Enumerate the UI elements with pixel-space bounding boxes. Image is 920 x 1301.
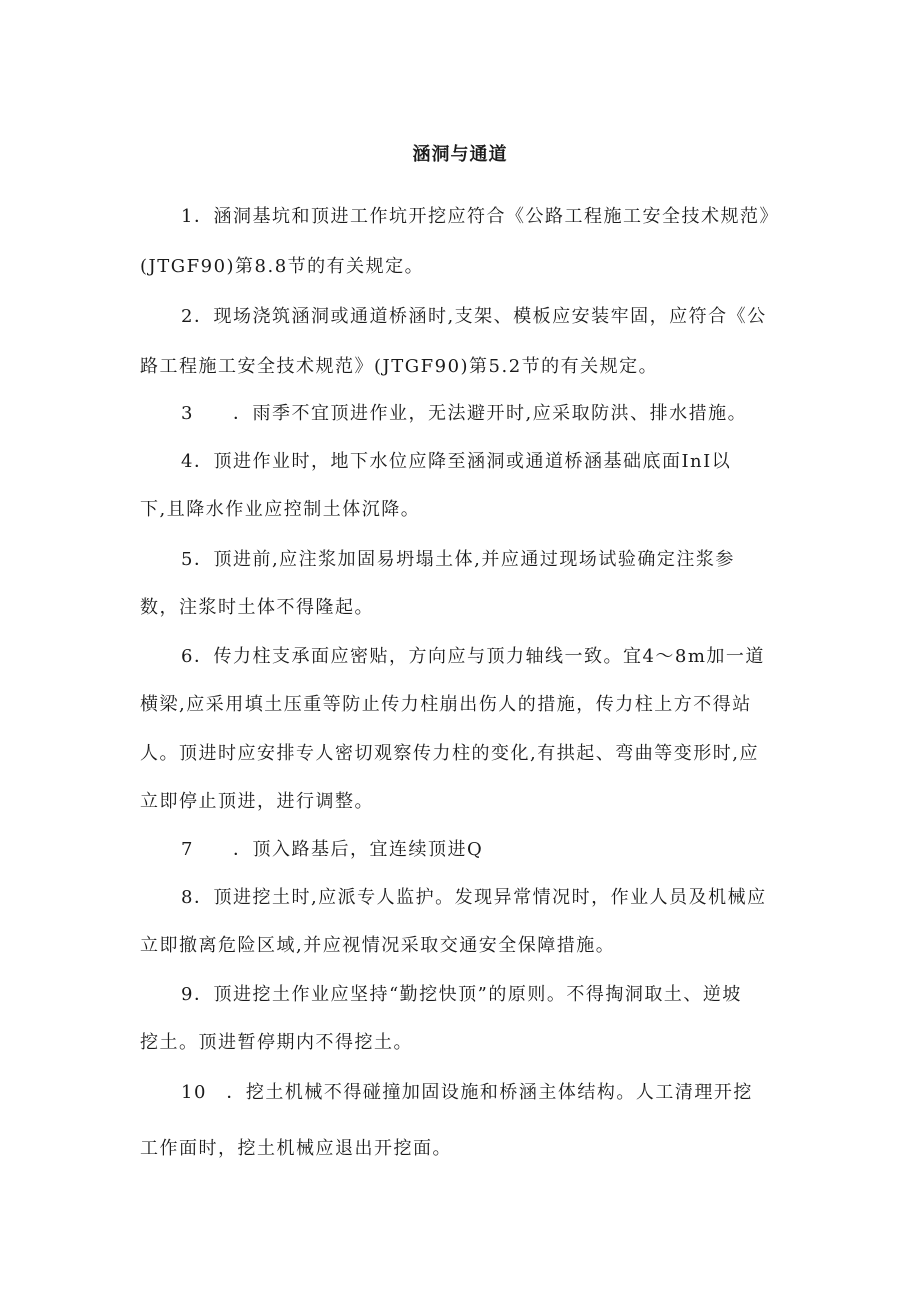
paragraph-1-line-1: 1．涵洞基坑和顶进工作坑开挖应符合《公路工程施工安全技术规范》 [181,206,779,227]
paragraph-5-line-1: 5．顶进前,应注浆加固易坍塌土体,并应通过现场试验确定注浆参 [181,549,735,570]
paragraph-2-line-2: 路工程施工安全技术规范》(JTGF90)第5.2节的有关规定。 [140,356,659,377]
paragraph-7-line-1: 7 ．顶入路基后，宜连续顶进Q [181,839,484,860]
paragraph-5-line-2: 数，注浆时土体不得隆起。 [140,597,374,618]
paragraph-8-line-1: 8．顶进挖土时,应派专人监护。发现异常情况时，作业人员及机械应 [181,887,767,908]
document-title: 涵洞与通道 [412,144,508,165]
paragraph-10-line-2: 工作面时，挖土机械应退出开挖面。 [140,1138,452,1159]
paragraph-9-line-2: 挖土。顶进暂停期内不得挖土。 [140,1032,413,1053]
paragraph-10-line-1: 10 ．挖土机械不得碰撞加固设施和桥涵主体结构。人工清理开挖 [181,1082,753,1103]
paragraph-4-line-2: 下,且降水作业应控制土体沉降。 [140,499,421,520]
paragraph-6-line-1: 6．传力柱支承面应密贴，方向应与顶力轴线一致。宜4～8m加一道 [181,646,765,667]
paragraph-4-line-1: 4．顶进作业时，地下水位应降至涵洞或通道桥涵基础底面InI以 [181,451,732,472]
paragraph-1-line-2: (JTGF90)第8.8节的有关规定。 [140,256,425,277]
paragraph-8-line-2: 立即撤离危险区域,并应视情况采取交通安全保障措施。 [140,935,616,956]
paragraph-6-line-4: 立即停止顶进，进行调整。 [140,791,374,812]
paragraph-6-line-2: 横梁,应采用填土压重等防止传力柱崩出伤人的措施，传力柱上方不得站 [140,694,752,715]
paragraph-6-line-3: 人。顶进时应安排专人密切观察传力柱的变化,有拱起、弯曲等变形时,应 [140,743,759,764]
paragraph-9-line-1: 9．顶进挖土作业应坚持“勤挖快顶”的原则。不得掏洞取土、逆坡 [181,984,742,1005]
paragraph-2-line-1: 2．现场浇筑涵洞或通道桥涵时,支架、模板应安装牢固，应符合《公 [181,306,767,327]
paragraph-3-line-1: 3 ．雨季不宜顶进作业，无法避开时,应采取防洪、排水措施。 [181,403,748,424]
